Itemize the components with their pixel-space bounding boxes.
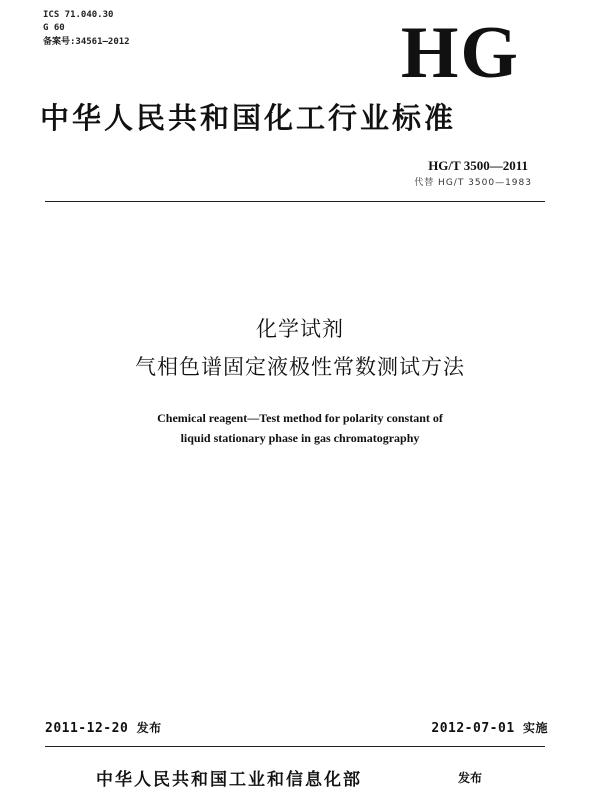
title-zh-line-1: 化学试剂	[256, 317, 344, 341]
title-zh-line-2: 气相色谱固定液极性常数测试方法	[135, 355, 465, 379]
publisher-name: 中华人民共和国工业和信息化部	[96, 770, 362, 790]
implement-date-block	[431, 719, 548, 736]
top-divider	[45, 201, 545, 202]
implement-label: 实施	[522, 721, 548, 735]
replaces-standard: 代替 HG/T 3500—1983	[414, 178, 532, 188]
record-number: 备案号:34561—2012	[43, 37, 130, 47]
ccs-code: G 60	[43, 23, 65, 33]
standard-category-title: 中华人民共和国化工行业标准	[40, 101, 457, 135]
implement-date: 2012-07-01	[431, 721, 515, 736]
standard-code: HG/T 3500—2011	[428, 158, 528, 173]
title-en-line-2: liquid stationary phase in gas chromatography	[180, 431, 420, 445]
issue-date-block	[45, 719, 162, 736]
issue-label: 发布	[136, 721, 162, 735]
title-en-line-1: Chemical reagent—Test method for polarity constant of	[157, 411, 443, 425]
issue-date: 2011-12-20	[45, 721, 129, 736]
hg-logo: HG	[400, 12, 520, 94]
ics-code: ICS 71.040.30	[43, 10, 114, 20]
publisher-suffix: 发布	[458, 771, 483, 785]
bottom-divider	[45, 746, 545, 747]
